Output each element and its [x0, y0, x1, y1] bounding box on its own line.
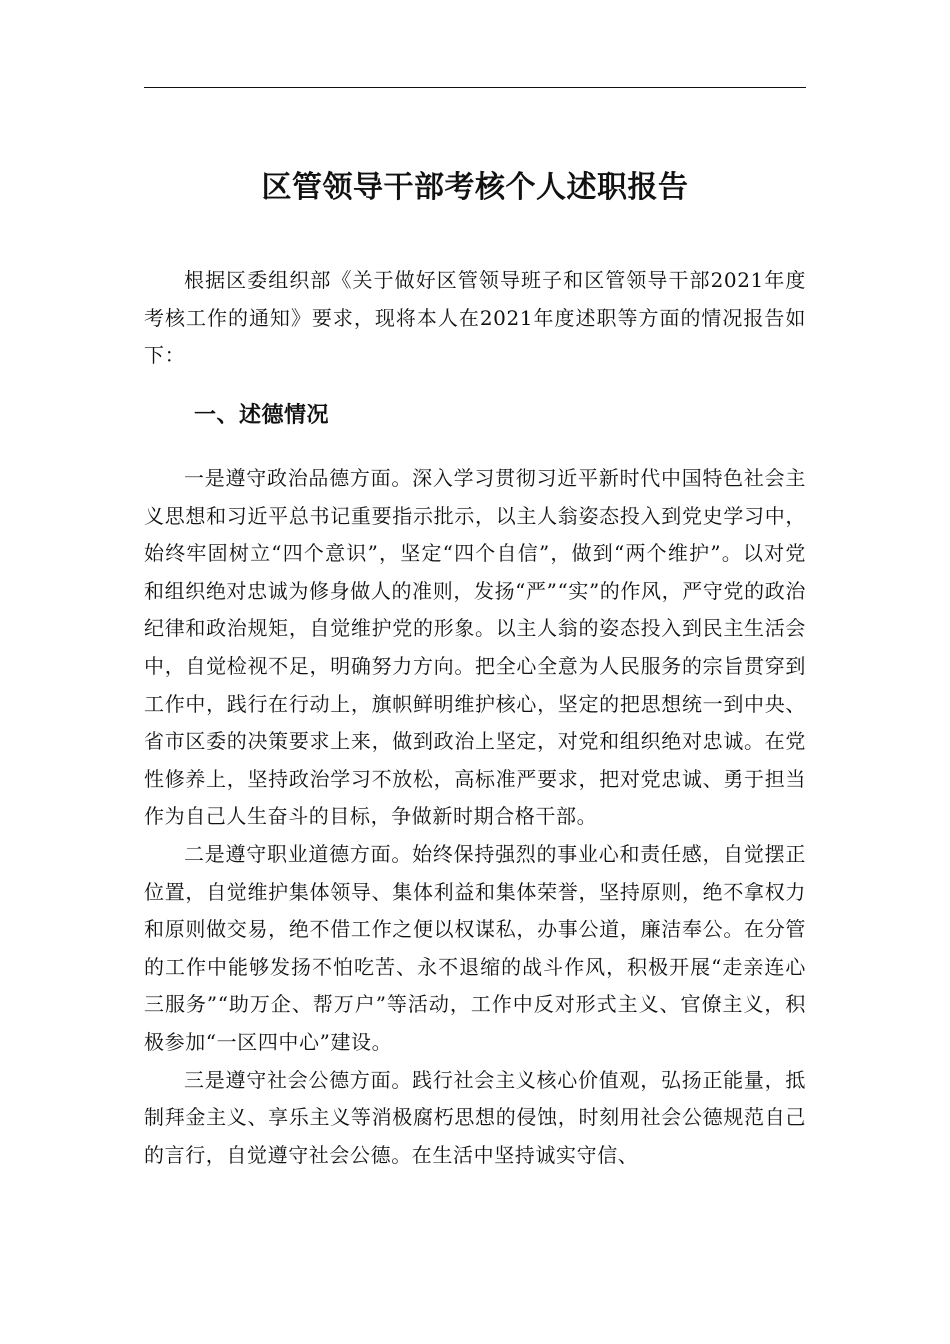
section-1-content [144, 460, 806, 1240]
intro-paragraph [144, 262, 806, 375]
section-heading-1: 一、述德情况 [194, 403, 330, 428]
header-rule [144, 87, 806, 88]
intro-text: 根据区委组织部《关于做好区管领导班子和区管领导干部2021年度考核工作的通知》要求，现将本人在2021年度述职等方面的情况报告如下： [144, 268, 806, 368]
document-title: 区管领导干部考核个人述职报告 [261, 170, 689, 205]
paragraph-professional-ethics: 二是遵守职业道德方面。始终保持强烈的事业心和责任感，自觉摆正位置，自觉维护集体领导、集体利益和集体荣誉，坚持原则，绝不拿权力和原则做交易，绝不借工作之便以权谋私，办事公道，廉洁奉公。在分管的工作中能够发扬不怕吃苦、永不退缩的战斗作风，积极开展“走亲连心三服务”“助万企、帮万户”等活动，工作中反对形式主义、官僚主义，积极参加“一区四中心”建设。 [144, 841, 806, 1054]
paragraph-social-ethics: 三是遵守社会公德方面。践行社会主义核心价值观，弘扬正能量，抵制拜金主义、享乐主义等消极腐朽思想的侵蚀，时刻用社会公德规范自己的言行，自觉遵守社会公德。在生活中坚持诚实守信、 [144, 1067, 806, 1167]
paragraph-political-ethics: 一是遵守政治品德方面。深入学习贯彻习近平新时代中国特色社会主义思想和习近平总书记重要指示批示，以主人翁姿态投入到党史学习中，始终牢固树立“四个意识”，坚定“四个自信”，做到“两个维护”。以对党和组织绝对忠诚为修身做人的准则，发扬“严”“实”的作风，严守党的政治纪律和政治规矩，自觉维护党的形象。以主人翁的姿态投入到民主生活会中，自觉检视不足，明确努力方向。把全心全意为人民服务的宗旨贯穿到工作中，践行在行动上，旗帜鲜明维护核心，坚定的把思想统一到中央、省市区委的决策要求上来，做到政治上坚定，对党和组织绝对忠诚。在党性修养上，坚持政治学习不放松，高标准严要求，把对党忠诚、勇于担当作为自己人生奋斗的目标，争做新时期合格干部。 [144, 466, 806, 829]
